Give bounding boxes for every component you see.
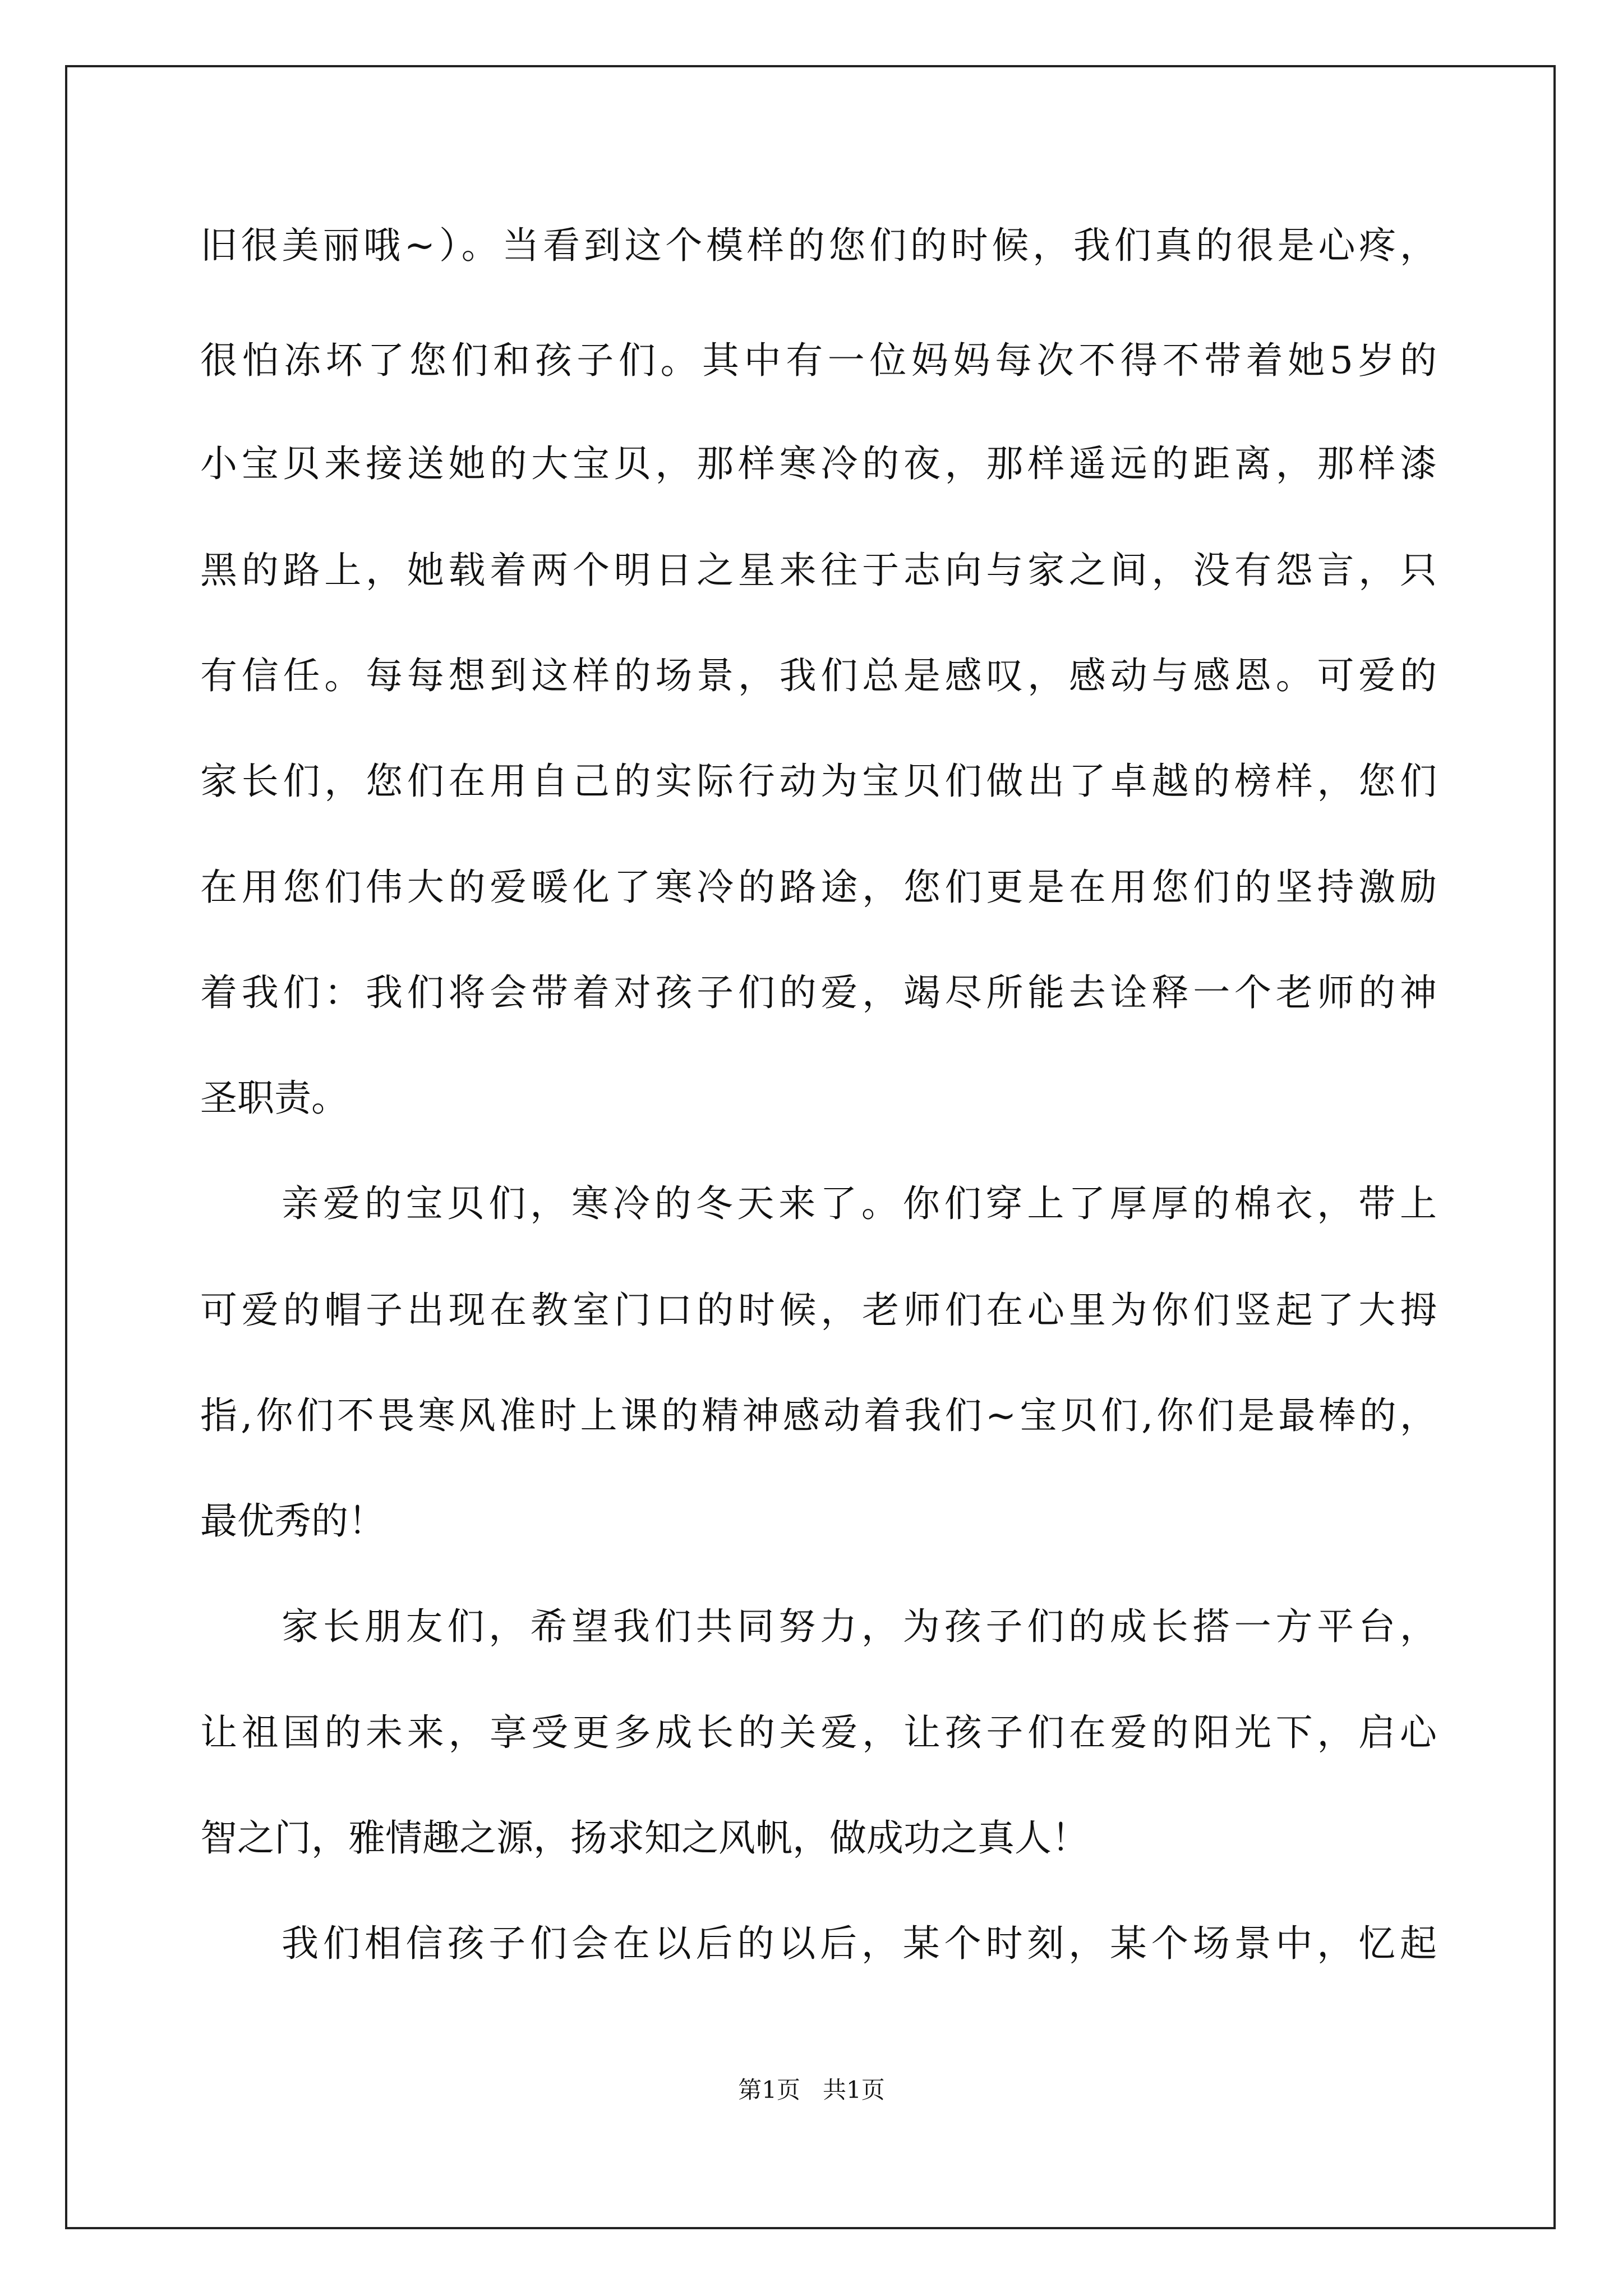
text-line: 指,你们不畏寒风准时上课的精神感动着我们~宝贝们,你们是最棒的， bbox=[200, 1394, 1437, 1437]
text-line: 亲爱的宝贝们，寒冷的冬天来了。你们穿上了厚厚的棉衣，带上 bbox=[282, 1182, 1437, 1225]
text-line: 黑的路上，她载着两个明日之星来往于志向与家之间，没有怨言，只 bbox=[200, 549, 1437, 592]
text-line: 让祖国的未来，享受更多成长的关爱，让孩子们在爱的阳光下，启心 bbox=[200, 1711, 1437, 1754]
text-line: 小宝贝来接送她的大宝贝，那样寒冷的夜，那样遥远的距离，那样漆 bbox=[200, 442, 1437, 485]
text-line: 在用您们伟大的爱暖化了寒冷的路途，您们更是在用您们的坚持激励 bbox=[200, 866, 1437, 909]
text-line: 有信任。每每想到这样的场景，我们总是感叹，感动与感恩。可爱的 bbox=[200, 654, 1437, 697]
text-line: 智之门，雅情趣之源，扬求知之风帆，做成功之真人！ bbox=[200, 1816, 1089, 1860]
text-line: 家长朋友们，希望我们共同努力，为孩子们的成长搭一方平台， bbox=[282, 1605, 1437, 1648]
text-line: 着我们：我们将会带着对孩子们的爱，竭尽所能去诠释一个老师的神 bbox=[200, 971, 1437, 1014]
text-line: 可爱的帽子出现在教室门口的时候，老师们在心里为你们竖起了大拇 bbox=[200, 1289, 1437, 1332]
text-line: 圣职责。 bbox=[200, 1076, 348, 1120]
text-line: 很怕冻坏了您们和孩子们。其中有一位妈妈每次不得不带着她5岁的 bbox=[200, 339, 1437, 382]
text-line: 最优秀的！ bbox=[200, 1499, 385, 1543]
text-line: 我们相信孩子们会在以后的以后，某个时刻，某个场景中，忆起 bbox=[282, 1922, 1437, 1965]
text-line: 家长们，您们在用自己的实际行动为宝贝们做出了卓越的榜样，您们 bbox=[200, 760, 1437, 803]
text-line: 旧很美丽哦~）。当看到这个模样的您们的时候，我们真的很是心疼， bbox=[200, 224, 1437, 267]
page-footer: 第1页 共1页 bbox=[738, 2076, 885, 2104]
